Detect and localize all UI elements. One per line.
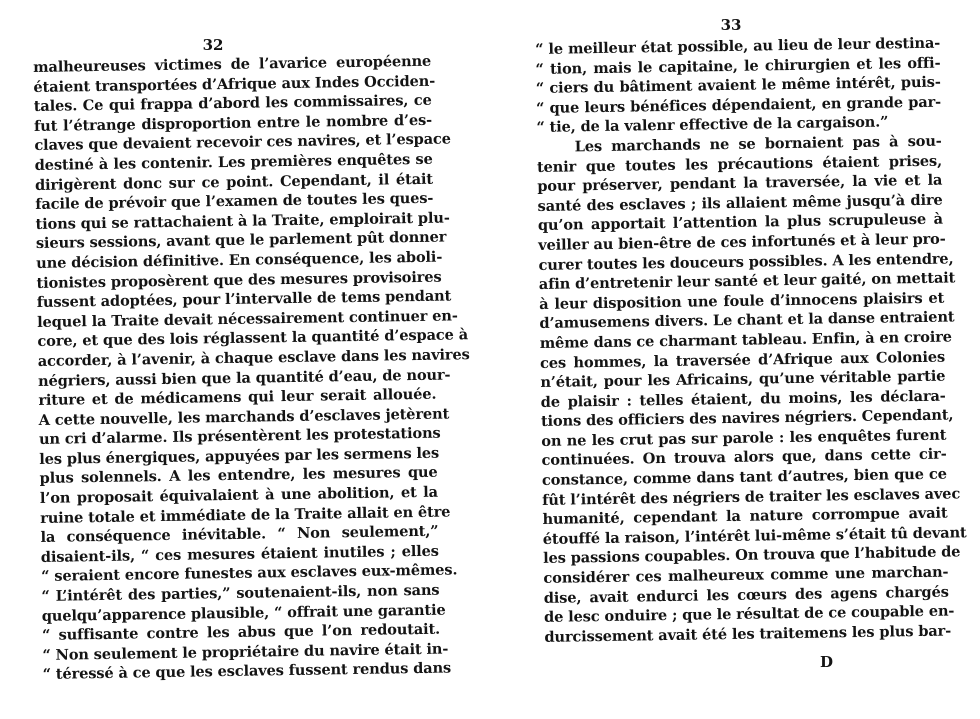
text-line: veiller au bien-être de ces infortunés et à leur pro- [538,230,946,254]
text-line: qu’on apportait l’attention la plus scrupuleuse à [537,210,944,235]
text-line: étouffé la raison, l’intérêt lui-même s’était tû devant [542,524,967,548]
text-line: “ Non seulement le propriétaire du navire était in- [42,640,449,664]
text-line: pour préserver, pendant la traversée, la vie et la [537,171,943,196]
text-line: une décision définitive. En conséquence, les aboli- [36,248,443,272]
text-line: les plus énergiques, appuyées par les sermens les [39,444,440,468]
text-line: Les marchands ne se bornaient pas à sou- [574,132,942,156]
text-line: fût l’intérêt des négriers de traiter les esclaves avec [542,485,961,509]
text-line: constance, comme dans tant d’autres, bien que ce [541,465,948,490]
text-line: “ le meilleur état possible, au lieu de leur destina- [535,34,941,58]
text-line: à leur disposition une foule d’innocens plaisirs et [539,289,945,313]
right-page-number: 33 [720,16,742,34]
text-line: fussent adoptées, pour l’intervalle de tems pendant [36,287,452,312]
text-line: ces hommes, la traversée d’Afrique aux Colonies [539,348,946,372]
text-line: considérer ces malheureux comme une marchan- [543,563,949,587]
text-line: de plaisir : telles étaient, du moins, les déclara- [540,387,946,411]
text-line: dise, avait endurci les cœurs des agens chargés [543,583,949,607]
text-line: “ suffisante contre les abus que l’on redoutait. [41,620,441,645]
text-line: riture et de médicamens qui leur serait allouée. [38,385,437,410]
text-line: lequel la Traite devait nécessairement continuer en- [37,307,458,331]
text-line: facile de prévoir que l’examen de toutes les ques- [35,189,434,214]
text-line: A cette nouvelle, les marchands d’esclaves jetèrent [38,405,450,429]
right-page-body [535,34,967,648]
text-line: “ tion, mais le capitaine, le chirurgien et les offi- [535,54,941,78]
text-line: la conséquence inévitable. “ Non seulement,” [40,522,439,547]
text-line: “ L’intérêt des parties,” soutenaient-ils, non sans [41,581,440,605]
text-line: d’amusemens divers. Le chant et la danse entraient [539,308,955,333]
text-line: tions des officiers des navires négriers. Cependant, [540,406,954,431]
text-line: disaient-ils, “ ces mesures étaient inutiles ; elles [40,542,439,566]
text-line: santé des esclaves ; ils allaient même jusqu’à dire [537,191,943,215]
text-line: un cri d’alarme. Ils présentèrent les protestations [38,424,441,449]
text-line: sieurs sessions, avant que le parlement pût donner [35,228,447,253]
text-line: destiné à les contenir. Les premières enquêtes se [34,150,433,174]
text-line: négriers, aussi bien que la quantité d’eau, de nour- [37,365,451,390]
text-line: continuées. On trouva alors que, dans cette cir- [541,446,947,470]
text-line: dirigèrent donc sur ce point. Cependant, il était [34,170,434,194]
text-line: tionistes proposèrent que des mesures provisoires [36,268,442,292]
text-line: “ seraient encore funestes aux esclaves eux-mêmes. [41,561,458,586]
text-line: tales. Ce qui frappa d’abord les commissaires, ce [33,91,432,116]
text-line: quelqu’apparence plausible, “ offrait une garantie [41,601,446,625]
text-line: durcissement avait été les traitemens les plus bar- [544,622,952,646]
signature-mark: D [820,653,834,671]
text-line: plus solennels. A les entendre, les mesures que [39,464,438,488]
text-line: de lesc onduire ; que le résultat de ce coupable en- [543,602,955,627]
text-line: “ téressé à ce que les esclaves fussent rendus dans [42,659,452,684]
text-line: curer toutes les douceurs possibles. A les entendre, [538,249,954,274]
text-line: tions qui se rattachaient à la Traite, emploirait plu- [35,209,450,233]
text-line: afin d’entretenir leur santé et leur gaité, on mettait [538,269,956,294]
text-line: l’on proposait équivalaient à une abolition, et la [39,483,439,508]
text-line: “ ciers du bâtiment avaient le même intérêt, puis- [535,73,941,98]
text-line: humanité, cependant la nature corrompue avait [542,504,948,529]
text-line: claves que devaient recevoir ces navires, et l’espace [34,130,451,155]
text-line: même dans ce charmant tableau. Enfin, à en croire [539,328,952,352]
text-line: accorder, à l’avenir, à chaque esclave dans les navires [37,346,470,370]
text-line: tenir que toutes les précautions étaient prises, [536,152,943,176]
text-line: “ que leurs bénéfices dépendaient, en grande par- [535,93,942,117]
text-line: n’était, pour les Africains, qu’une véritable partie [540,367,946,392]
text-line: les passions coupables. On trouva que l’habitude de [543,543,961,568]
text-line: on ne les crut pas sur parole : les enquêtes furent [541,426,947,450]
text-line: ruine totale et immédiate de la Traite allait en être [40,503,451,527]
text-line: “ tie, de la valenr effective de la cargaison.” [536,113,889,137]
text-line: étaient transportées d’Afrique aux Indes Occiden- [33,72,436,96]
text-line: core, et que des lois réglassent la quantité d’espace à [37,326,469,351]
text-line: fut l’étrange disproportion entre le nombre d’es- [33,111,433,135]
text-line: malheureuses victimes de l’avarice européenne [33,52,432,76]
left-page-body [33,52,470,685]
left-page-number: 32 [202,36,224,54]
